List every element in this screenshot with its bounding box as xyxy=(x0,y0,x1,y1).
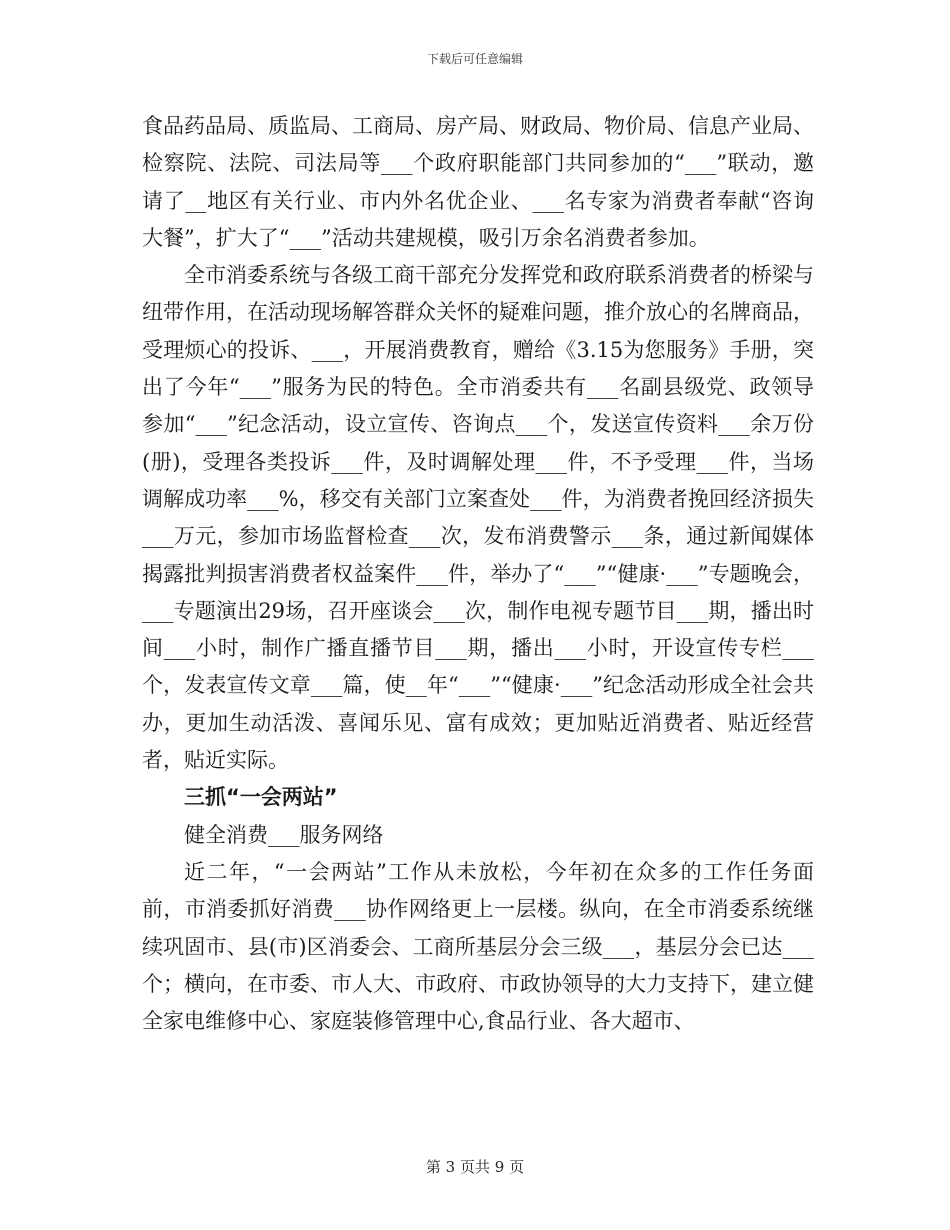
paragraph-2: 全市消委系统与各级工商干部充分发挥党和政府联系消费者的桥梁与纽带作用，在活动现场解答群众关怀的疑难问题，推介放心的名牌商品，受理烦心的投诉、___，开展消费教育，赠给《3.15为您服务》手册，突出了今年“___”服务为民的特色。全市消委共有___名副县级党、政领导参加“___”纪念活动，设立宣传、咨询点___个，发送宣传资料___余万份(册)，受理各类投诉___件，及时调解处理___件，不予受理___件，当场调解成功率___%，移交有关部门立案查处___件，为消费者挽回经济损失___万元，参加市场监督检查___次，发布消费警示___条，通过新闻媒体揭露批判损害消费者权益案件___件，举办了“___”“健康·___”专题晚会，___专题演出29场，召开座谈会___次，制作电视专题节目___期，播出时间___小时，制作广播直播节目___期，播出___小时，开设宣传专栏___个，发表宣传文章___篇，使__年“___”“健康·___”纪念活动形成全社会共办，更加生动活泼、喜闻乐见、富有成效；更加贴近消费者、贴近经营者，贴近实际。 xyxy=(142,263,814,773)
document-body xyxy=(142,108,814,1040)
section-subheading: 健全消费___服务网络 xyxy=(184,822,384,847)
paragraph-1: 食品药品局、质监局、工商局、房产局、财政局、物价局、信息产业局、检察院、法院、司法局等___个政府职能部门共同参加的“___”联动，邀请了__地区有关行业、市内外名优企业、___名专家为消费者奉献“咨询大餐”，扩大了“___”活动共建规模，吸引万余名消费者参加。 xyxy=(142,114,814,250)
paragraph-3: 近二年，“一会两站”工作从未放松，今年初在众多的工作任务面前，市消委抓好消费___协作网络更上一层楼。纵向，在全市消委系统继续巩固市、县(市)区消委会、工商所基层分会三级___，基层分会已达___个；横向，在市委、市人大、市政府、市政协领导的大力支持下，建立健全家电维修中心、家庭装修管理中心,食品行业、各大超市、 xyxy=(142,859,814,1034)
page-header: 下载后可任意编辑 xyxy=(426,52,523,66)
page-footer: 第 3 页共 9 页 xyxy=(425,1158,525,1176)
section-heading: 三抓“一会两站” xyxy=(184,785,338,810)
